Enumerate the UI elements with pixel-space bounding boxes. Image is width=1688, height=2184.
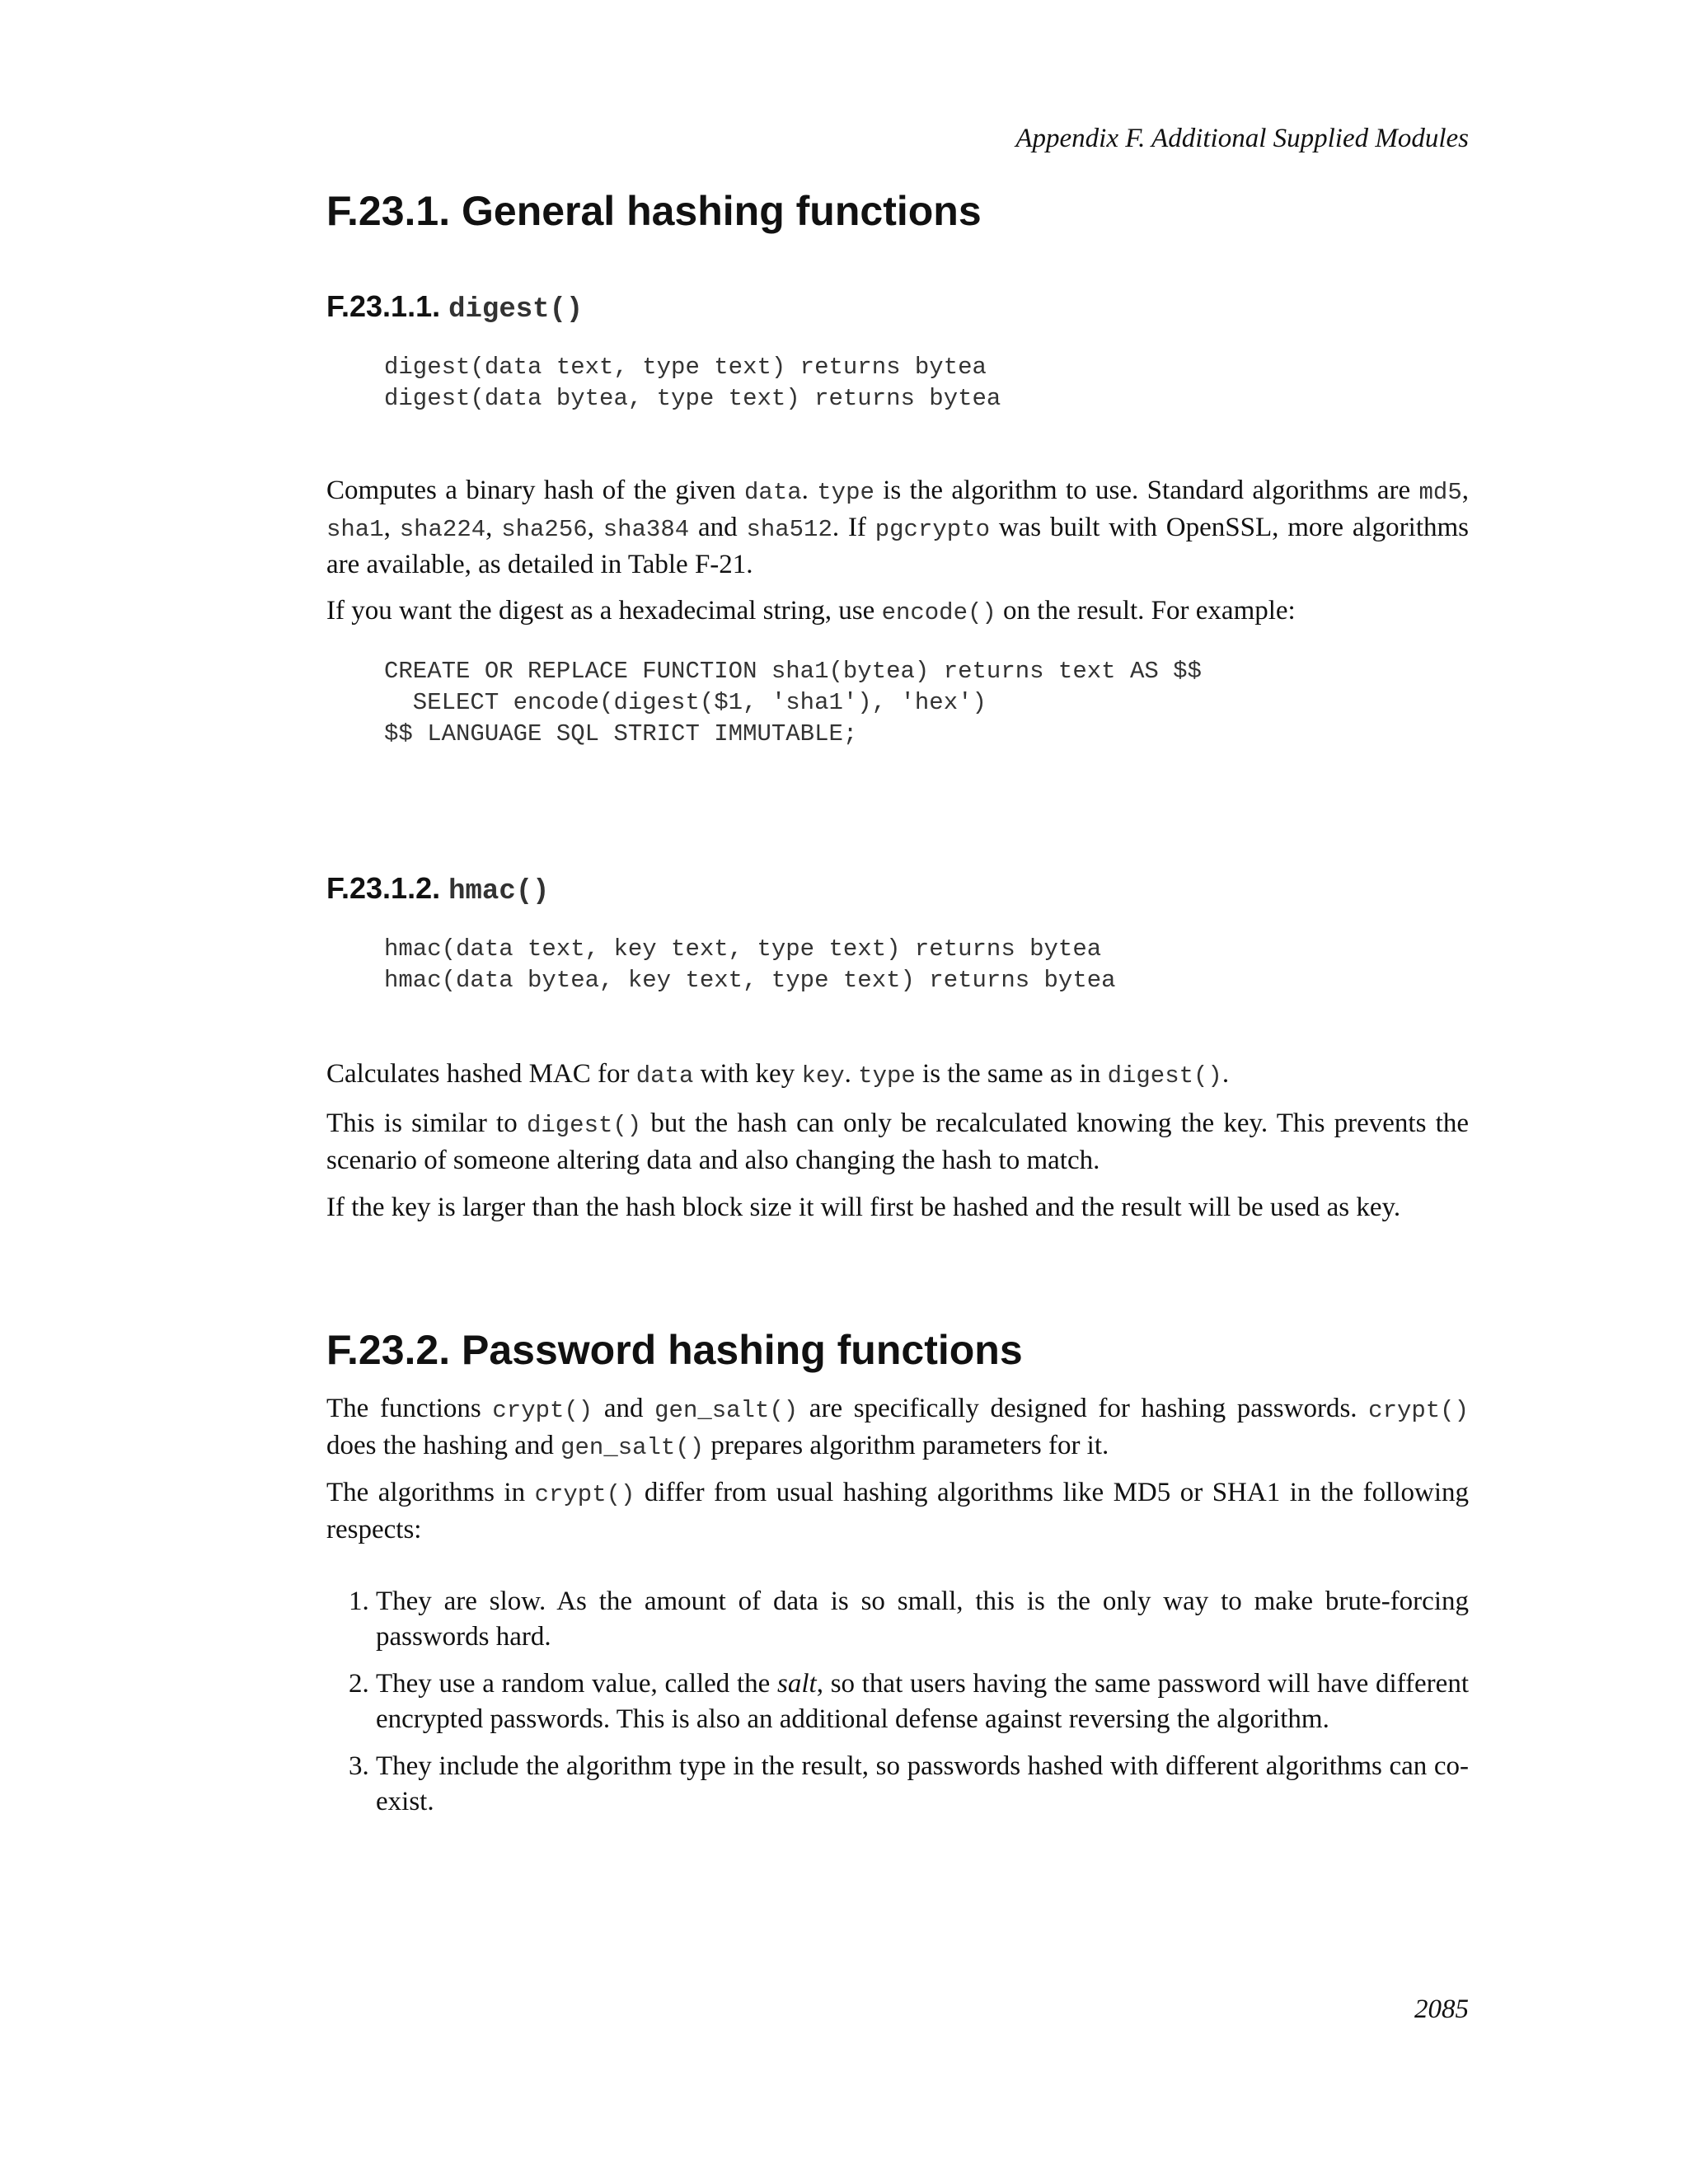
code-listing: CREATE OR REPLACE FUNCTION sha1(bytea) returns text AS $$ SELECT encode(digest($1, 'sha1'), 'hex') $$ LANGUAGE SQL STRICT IMMUTABLE;: [384, 658, 1202, 748]
paragraph: If you want the digest as a hexadecimal string, use encode() on the result. For example:: [326, 596, 1296, 626]
code-block-hmac-signatures: [326, 934, 1469, 996]
list-item: 1. They are slow. As the amount of data is so small, this is the only way to make brute-forcing passwords hard.: [376, 1584, 1469, 1655]
paragraph-hmac-similarity: [326, 1106, 1469, 1179]
subsection-heading-hmac: [326, 870, 1469, 910]
page-number: 2085: [1414, 1994, 1469, 2024]
paragraph-hmac-key-size: [326, 1190, 1469, 1226]
section-heading-general-hashing: [326, 186, 1469, 236]
function-name: hmac(): [448, 876, 550, 907]
code-block-digest-signatures: [326, 352, 1469, 415]
code-block-sha1-example: [326, 656, 1469, 750]
document-page: [326, 0, 1469, 2184]
paragraph: Computes a binary hash of the given data. type is the algorithm to use. Standard algorithms are md5, sha1, sha224, sha256, sha384 and sha512. If pgcrypto was built with OpenSSL, more algorithms are available, as detailed in Table F-21.: [326, 476, 1469, 579]
numbered-list-crypt-properties: [326, 1584, 1469, 1831]
paragraph-hmac-description: [326, 1057, 1469, 1094]
paragraph-crypt-gen-salt: [326, 1391, 1469, 1465]
subsection-title: [326, 870, 1469, 910]
running-header: Appendix F. Additional Supplied Modules: [1015, 124, 1469, 153]
section-heading-password-hashing: [326, 1325, 1469, 1375]
paragraph: The algorithms in crypt() differ from usual hashing algorithms like MD5 or SHA1 in the following respects:: [326, 1478, 1469, 1544]
code-listing: digest(data text, type text) returns bytea digest(data bytea, type text) returns bytea: [384, 354, 1001, 412]
list-item: 2. They use a random value, called the salt, so that users having the same password will have different encrypted passwords. This is also an additional defense against reversing the algorithm.: [376, 1666, 1469, 1737]
paragraph: The functions crypt() and gen_salt() are specifically designed for hashing passwords. crypt() does the hashing and gen_salt() prepares algorithm parameters for it.: [326, 1394, 1469, 1461]
paragraph: This is similar to digest() but the hash can only be recalculated knowing the key. This prevents the scenario of someone altering data and also changing the hash to match.: [326, 1108, 1469, 1175]
paragraph: Calculates hashed MAC for data with key key. type is the same as in digest().: [326, 1059, 1230, 1090]
paragraph-hex-digest: [326, 593, 1469, 630]
list-item: 3. They include the algorithm type in the result, so passwords hashed with different algorithms can co-exist.: [376, 1749, 1469, 1820]
code-listing: hmac(data text, key text, type text) returns bytea hmac(data bytea, key text, type text) returns bytea: [384, 935, 1116, 994]
function-name: digest(): [448, 294, 584, 326]
paragraph-digest-description: [326, 473, 1469, 583]
paragraph-crypt-differences: [326, 1475, 1469, 1548]
section-title: F.23.1. General hashing functions: [326, 188, 982, 234]
section-title: F.23.2. Password hashing functions: [326, 1327, 1023, 1373]
subsection-heading-digest: [326, 288, 1469, 328]
subsection-number: F.23.1.1.: [326, 289, 449, 323]
ordered-list: [326, 1584, 1469, 1820]
subsection-title: [326, 288, 1469, 328]
subsection-number: F.23.1.2.: [326, 871, 449, 905]
paragraph: If the key is larger than the hash block size it will first be hashed and the result will be used as key.: [326, 1193, 1401, 1222]
